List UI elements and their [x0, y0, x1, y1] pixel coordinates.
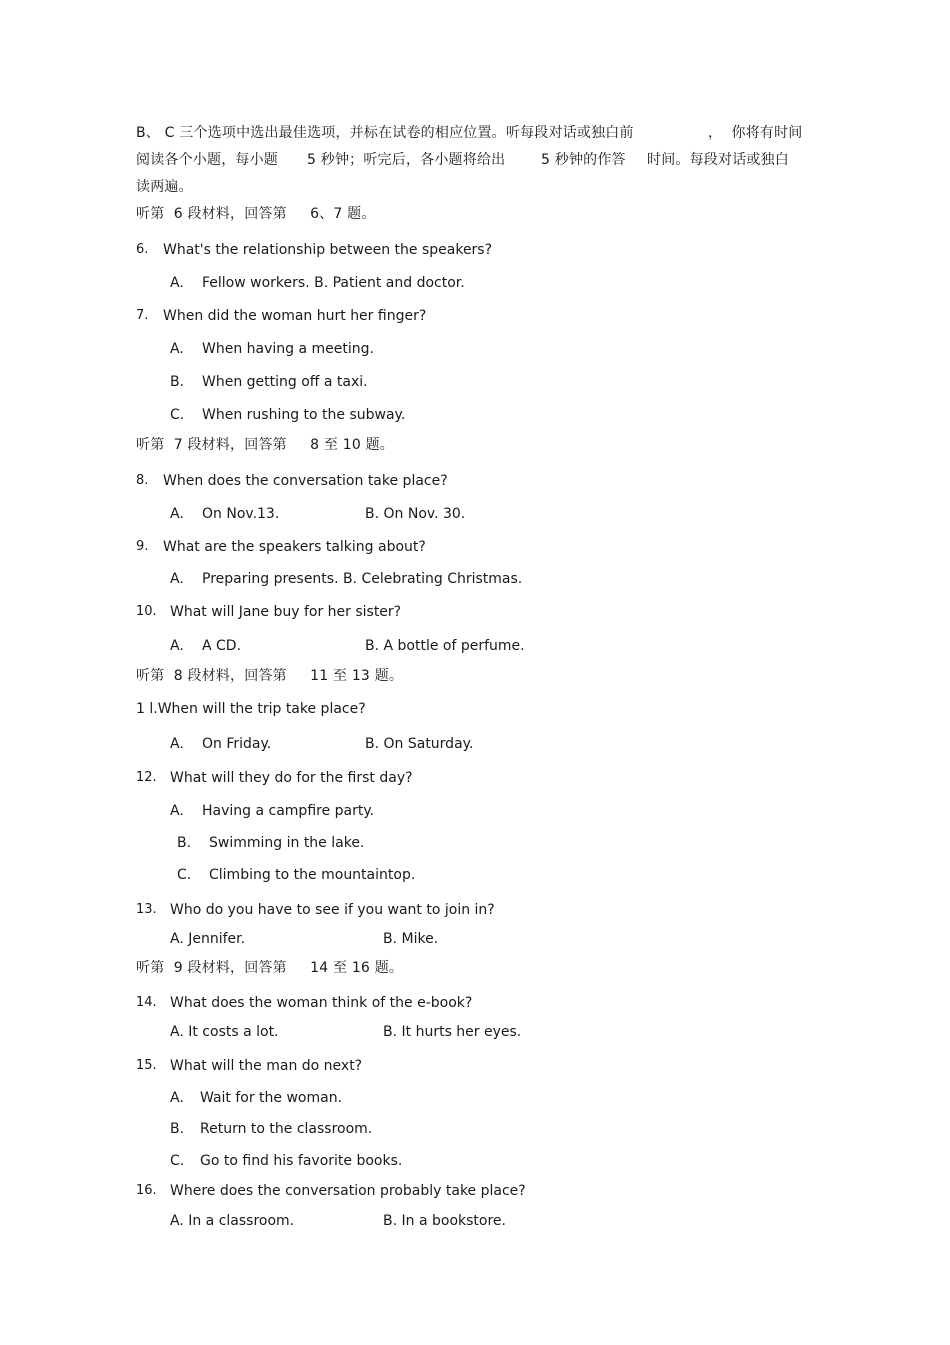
- question-number: 14.: [136, 995, 157, 1010]
- question-text: What does the woman think of the e-book?: [170, 995, 473, 1011]
- option-label: B.: [177, 835, 192, 851]
- question-number: 6.: [136, 242, 149, 257]
- intro-line-1a: B、 C 三个选项中选出最佳选项，并标在试卷的相应位置。听每段对话或独白前: [136, 125, 634, 141]
- question-text: What will Jane buy for her sister?: [170, 604, 402, 620]
- intro-line-3: 读两遍。: [136, 179, 193, 195]
- option-text: When having a meeting.: [202, 341, 374, 357]
- question-number: 9.: [136, 539, 149, 554]
- option-text: Wait for the woman.: [200, 1090, 343, 1106]
- section-header-9: 听第 9 段材料，回答第 14 至 16 题。: [136, 960, 404, 976]
- option-text: B. Mike.: [383, 931, 439, 947]
- section-header-7: 听第 7 段材料，回答第 8 至 10 题。: [136, 437, 394, 453]
- question-text: Where does the conversation probably take place?: [170, 1183, 526, 1199]
- question-text: When does the conversation take place?: [163, 473, 448, 489]
- question-number: 15.: [136, 1058, 157, 1073]
- option-text: Having a campfire party.: [202, 803, 375, 819]
- intro-line-2a: 阅读各个小题，每小题: [136, 152, 278, 168]
- option-text: When rushing to the subway.: [202, 407, 406, 423]
- option-text: Swimming in the lake.: [209, 835, 365, 851]
- question-text: What's the relationship between the speakers?: [163, 242, 493, 258]
- question-text: What will they do for the first day?: [170, 770, 413, 786]
- intro-line-2b: 5 秒钟；听完后，各小题将给出: [307, 152, 506, 168]
- option-text: A CD.: [202, 638, 242, 654]
- option-text: On Friday.: [202, 736, 272, 752]
- option-text: Climbing to the mountaintop.: [209, 867, 416, 883]
- option-label: B.: [170, 374, 185, 390]
- option-label: A.: [170, 506, 184, 522]
- question-number: 13.: [136, 902, 157, 917]
- option-text: B. On Nov. 30.: [365, 506, 466, 522]
- option-text: A. Jennifer.: [170, 931, 246, 947]
- question-text: Who do you have to see if you want to join in?: [170, 902, 495, 918]
- question-number: 12.: [136, 770, 157, 785]
- question-number: 7.: [136, 308, 149, 323]
- section-header-6: 听第 6 段材料，回答第 6、7 题。: [136, 206, 376, 222]
- option-label: C.: [177, 867, 192, 883]
- intro-line-2c: 5 秒钟的作答: [541, 152, 626, 168]
- option-text: B. On Saturday.: [365, 736, 474, 752]
- option-text: A. It costs a lot.: [170, 1024, 279, 1040]
- question-text: 1 l.When will the trip take place?: [136, 701, 366, 717]
- question-text: What will the man do next?: [170, 1058, 363, 1074]
- option-text: Fellow workers. B. Patient and doctor.: [202, 275, 465, 291]
- question-text: What are the speakers talking about?: [163, 539, 426, 555]
- option-label: A.: [170, 1090, 184, 1106]
- option-text: Return to the classroom.: [200, 1121, 373, 1137]
- option-label: A.: [170, 638, 184, 654]
- question-number: 10.: [136, 604, 157, 619]
- option-text: B. It hurts her eyes.: [383, 1024, 522, 1040]
- option-text: Preparing presents. B. Celebrating Christmas.: [202, 571, 523, 587]
- option-label: A.: [170, 341, 184, 357]
- question-number: 8.: [136, 473, 149, 488]
- option-label: A.: [170, 571, 184, 587]
- option-text: B. A bottle of perfume.: [365, 638, 525, 654]
- option-label: A.: [170, 736, 184, 752]
- question-text: When did the woman hurt her finger?: [163, 308, 427, 324]
- option-text: A. In a classroom.: [170, 1213, 295, 1229]
- question-number: 16.: [136, 1183, 157, 1198]
- option-text: When getting off a taxi.: [202, 374, 368, 390]
- option-text: Go to find his favorite books.: [200, 1153, 403, 1169]
- intro-line-1b: ， 你将有时间: [708, 125, 803, 141]
- section-header-8: 听第 8 段材料，回答第 11 至 13 题。: [136, 668, 404, 684]
- option-label: C.: [170, 407, 185, 423]
- option-text: B. In a bookstore.: [383, 1213, 506, 1229]
- option-label: A.: [170, 803, 184, 819]
- option-label: B.: [170, 1121, 185, 1137]
- option-label: A.: [170, 275, 184, 291]
- option-label: C.: [170, 1153, 185, 1169]
- intro-line-2d: 时间。每段对话或独白: [647, 152, 789, 168]
- option-text: On Nov.13.: [202, 506, 280, 522]
